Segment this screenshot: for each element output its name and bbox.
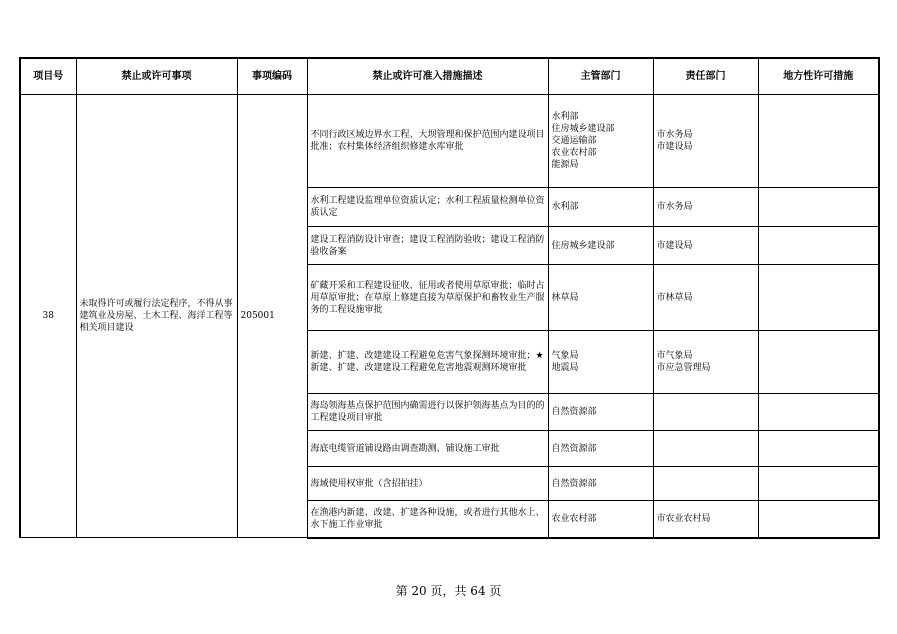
measure-cell: 水利工程建设监理单位资质认定；水利工程质量检测单位资质认定 — [307, 188, 548, 227]
resp-cell: 市林草局 — [653, 265, 758, 331]
item-code-cell: 205001 — [237, 95, 307, 538]
dept-cell: 自然资源部 — [548, 394, 653, 431]
local-cell — [758, 467, 879, 501]
dept-cell: 住房城乡建设部 — [548, 227, 653, 265]
resp-cell: 市建设局 — [653, 227, 758, 265]
header-local: 地方性许可措施 — [758, 58, 879, 95]
header-item-no: 项目号 — [20, 58, 76, 95]
local-cell — [758, 95, 879, 188]
header-dept: 主管部门 — [548, 58, 653, 95]
measure-cell: 海域使用权审批（含招拍挂） — [307, 467, 548, 501]
permit-table — [19, 57, 880, 539]
page-footer: 第 20 页，共 64 页 — [395, 584, 502, 598]
item-name-cell: 未取得许可或履行法定程序，不得从事建筑业及房屋、土木工程、海洋工程等相关项目建设 — [76, 95, 237, 538]
header-measure: 禁止或许可准入措施描述 — [307, 58, 548, 95]
dept-cell: 自然资源部 — [548, 431, 653, 467]
local-cell — [758, 431, 879, 467]
local-cell — [758, 331, 879, 394]
resp-cell: 市水务局 市建设局 — [653, 95, 758, 188]
dept-cell: 气象局 地震局 — [548, 331, 653, 394]
measure-cell: 建设工程消防设计审查；建设工程消防验收；建设工程消防验收备案 — [307, 227, 548, 265]
header-item-code: 事项编码 — [237, 58, 307, 95]
resp-cell — [653, 467, 758, 501]
table-row — [20, 95, 879, 188]
measure-cell: 在渔港内新建、改建、扩建各种设施，或者进行其他水上、水下施工作业审批 — [307, 501, 548, 538]
measure-cell: 海底电缆管道铺设路由调查勘测、铺设施工审批 — [307, 431, 548, 467]
dept-cell: 自然资源部 — [548, 467, 653, 501]
resp-cell: 市气象局 市应急管理局 — [653, 331, 758, 394]
local-cell — [758, 227, 879, 265]
resp-cell — [653, 394, 758, 431]
local-cell — [758, 394, 879, 431]
measure-cell: 矿藏开采和工程建设征收、征用或者使用草原审批；临时占用草原审批；在草原上修建直接为草原保护和畜牧业生产服务的工程设施审批 — [307, 265, 548, 331]
measure-cell: 不同行政区域边界水工程、大坝管理和保护范围内建设项目批准；农村集体经济组织修建水库审批 — [307, 95, 548, 188]
dept-cell: 水利部 住房城乡建设部 交通运输部 农业农村部 能源局 — [548, 95, 653, 188]
measure-cell: 新建、扩建、改建建设工程避免危害气象探测环境审批；★新建、扩建、改建建设工程避免危害地震观测环境审批 — [307, 331, 548, 394]
local-cell — [758, 501, 879, 538]
dept-cell: 林草局 — [548, 265, 653, 331]
measure-cell: 海岛领海基点保护范围内确需进行以保护领海基点为目的的工程建设项目审批 — [307, 394, 548, 431]
header-resp: 责任部门 — [653, 58, 758, 95]
header-item-name: 禁止或许可事项 — [76, 58, 237, 95]
resp-cell: 市农业农村局 — [653, 501, 758, 538]
dept-cell: 水利部 — [548, 188, 653, 227]
dept-cell: 农业农村部 — [548, 501, 653, 538]
item-no-cell: 38 — [20, 95, 76, 538]
local-cell — [758, 188, 879, 227]
table-header-row — [20, 58, 879, 95]
local-cell — [758, 265, 879, 331]
resp-cell: 市水务局 — [653, 188, 758, 227]
resp-cell — [653, 431, 758, 467]
